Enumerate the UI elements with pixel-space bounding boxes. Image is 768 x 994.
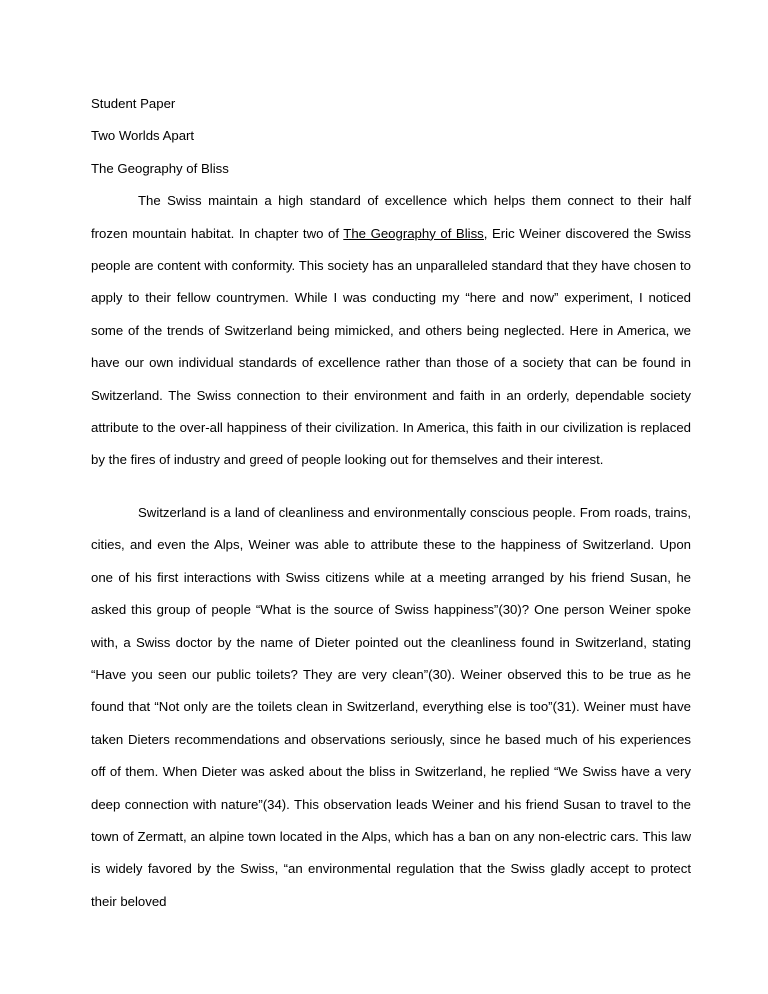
paragraph-1 <box>91 185 691 477</box>
document-body <box>91 88 691 918</box>
paper-title: Two Worlds Apart <box>91 128 195 144</box>
paper-type-label: Student Paper <box>91 96 176 111</box>
paragraph-2: Switzerland is a land of cleanliness and environmentally conscious people. From roads, trains, cities, and even the Alps, Weiner was able to attribute these to the happiness of Switzerland. Upon one of his first interactions with Swiss citizens while at a meeting arranged by his friend Susan, he asked this group of people “What is the source of Swiss happiness”(30)? One person Weiner spoke with, a Swiss doctor by the name of Dieter pointed out the cleanliness found in Switzerland, stating “Have you seen our public toilets? They are very clean”(30). Weiner observed this to be true as he found that “Not only are the toilets clean in Switzerland, everything else is too”(31). Weiner must have taken Dieters recommendations and observations seriously, since he based much of his experiences off of them. When Dieter was asked about the bliss in Switzerland, he replied “We Swiss have a very deep connection with nature”(34). This observation leads Weiner and his friend Susan to travel to the town of Zermatt, an alpine town located in the Alps, which has a ban on any non-electric cars. This law is widely favored by the Swiss, “an environmental regulation that the Swiss gladly accept to protect their beloved <box>91 504 691 909</box>
underlined-book-title: The Geography of Bliss, <box>343 225 488 241</box>
paragraph-1-text-start: The Swiss maintain a high standard of excellence which helps them connect to their half frozen mountain habitat. In chapter two of <box>91 193 691 241</box>
paragraph-1-text-end: Eric Weiner discovered the Swiss people are content with conformity. This society has an unparalleled standard that they have chosen to apply to their fellow countrymen. While I was conducting my “here and now” experiment, I noticed some of the trends of Switzerland being mimicked, and others being neglected. Here in America, we have our own individual standards of excellence rather than those of a society that can be found in Switzerland. The Swiss connection to their environment and faith in an orderly, dependable society attribute to the over-all happiness of their civilization. In America, this faith in our civilization is replaced by the fires of industry and greed of people looking out for themselves and their interest. <box>91 225 691 468</box>
book-title: The Geography of Bliss <box>91 160 229 176</box>
